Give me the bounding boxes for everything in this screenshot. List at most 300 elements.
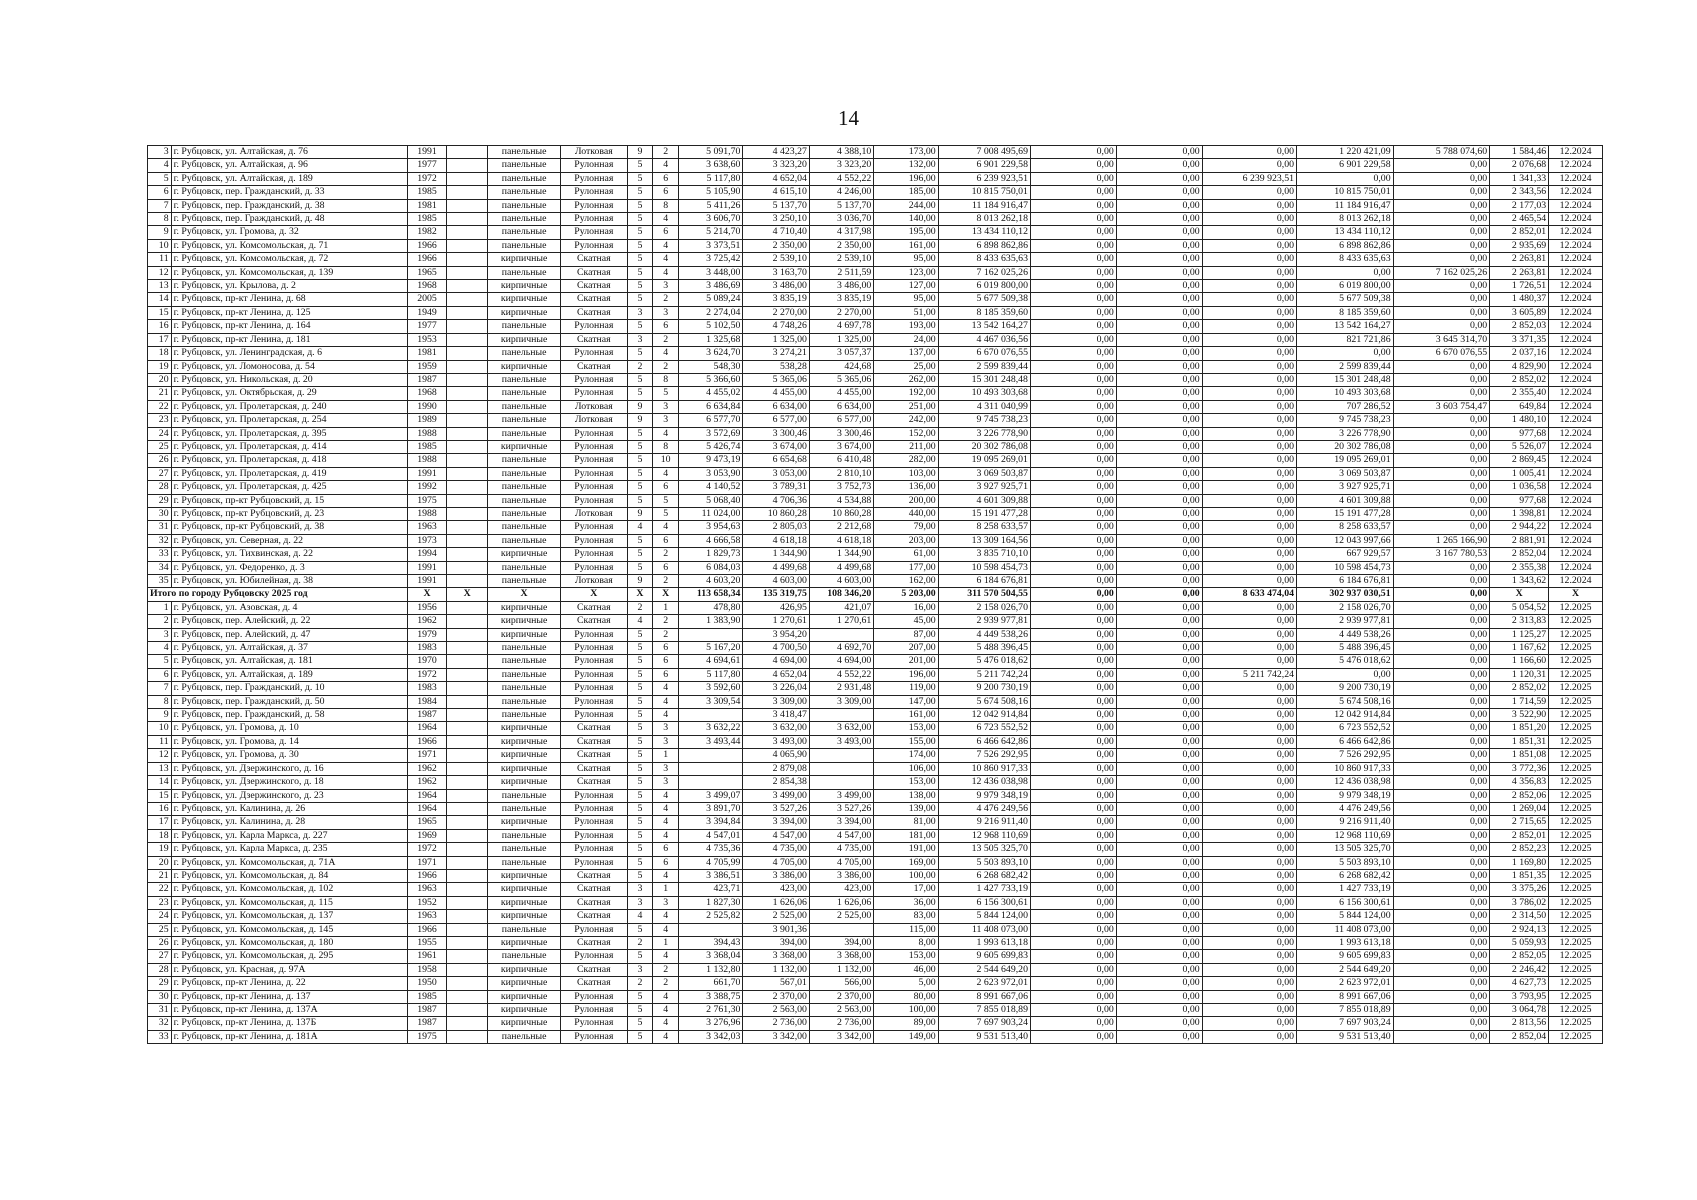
- table-cell: 12.2025: [1549, 722, 1603, 735]
- table-cell: 0,00: [1030, 199, 1116, 212]
- table-cell: 0,00: [1202, 1030, 1296, 1043]
- table-cell: 6: [653, 655, 679, 668]
- table-cell: [809, 749, 873, 762]
- table-cell: Скатная: [561, 360, 628, 373]
- table-cell: [447, 199, 488, 212]
- table-cell: 0,00: [1202, 534, 1296, 547]
- table-cell: 2 263,81: [1490, 253, 1549, 266]
- table-cell: 46,00: [874, 963, 938, 976]
- table-cell: 32: [148, 1017, 172, 1030]
- table-cell: 1 132,00: [743, 963, 810, 976]
- table-cell: г. Рубцовск, пер. Гражданский, д. 48: [171, 213, 407, 226]
- table-cell: 2 869,45: [1490, 454, 1549, 467]
- table-cell: [447, 159, 488, 172]
- table-cell: 0,00: [1393, 427, 1490, 440]
- table-cell: 1961: [407, 950, 447, 963]
- table-cell: 5: [627, 1030, 653, 1043]
- table-cell: [447, 454, 488, 467]
- table-cell: 0,00: [1116, 280, 1202, 293]
- table-cell: панельные: [488, 239, 561, 252]
- table-cell: 4 601 309,88: [938, 494, 1030, 507]
- table-cell: [447, 575, 488, 588]
- table-cell: [447, 695, 488, 708]
- table-cell: 0,00: [1030, 749, 1116, 762]
- table-cell: 4: [148, 642, 172, 655]
- table-cell: 0,00: [1030, 306, 1116, 319]
- table-cell: 3 418,47: [743, 709, 810, 722]
- table-cell: 0,00: [1116, 896, 1202, 909]
- table-cell: 0,00: [1202, 454, 1296, 467]
- table-cell: 7: [148, 199, 172, 212]
- table-cell: 21: [148, 387, 172, 400]
- table-cell: 12.2025: [1549, 762, 1603, 775]
- table-cell: 0,00: [1393, 910, 1490, 923]
- table-cell: г. Рубцовск, пр-кт Ленина, д. 68: [171, 293, 407, 306]
- table-cell: 3 632,00: [743, 722, 810, 735]
- table-cell: 1 120,31: [1490, 668, 1549, 681]
- table-cell: [447, 320, 488, 333]
- table-cell: 0,00: [1030, 843, 1116, 856]
- table-cell: кирпичные: [488, 1004, 561, 1017]
- table-cell: 0,00: [1116, 963, 1202, 976]
- table-cell: 0,00: [1202, 642, 1296, 655]
- table-cell: 153,00: [874, 950, 938, 963]
- table-cell: 20: [148, 856, 172, 869]
- table-cell: 5 105,90: [679, 186, 743, 199]
- table-cell: 13 542 164,27: [1297, 320, 1394, 333]
- table-cell: 0,00: [1202, 816, 1296, 829]
- table-cell: 0,00: [1393, 239, 1490, 252]
- table-cell: 1 851,20: [1490, 722, 1549, 735]
- table-cell: 0,00: [1030, 548, 1116, 561]
- table-cell: 12.2025: [1549, 695, 1603, 708]
- table-cell: 5 476 018,62: [1297, 655, 1394, 668]
- table-row: [148, 280, 1603, 293]
- table-cell: 2 313,83: [1490, 615, 1549, 628]
- table-row: [148, 440, 1603, 453]
- table-cell: 5: [627, 709, 653, 722]
- table-cell: 0,00: [1116, 977, 1202, 990]
- table-cell: 6: [653, 856, 679, 869]
- table-cell: 5: [627, 293, 653, 306]
- table-cell: 0,00: [1202, 762, 1296, 775]
- table-cell: 30: [148, 507, 172, 520]
- table-cell: 80,00: [874, 990, 938, 1003]
- table-row: [148, 293, 1603, 306]
- table-cell: 174,00: [874, 749, 938, 762]
- table-cell: 1981: [407, 347, 447, 360]
- table-cell: 0,00: [1202, 333, 1296, 346]
- table-cell: 0,00: [1116, 347, 1202, 360]
- table-row: [148, 521, 1603, 534]
- table-cell: 153,00: [874, 776, 938, 789]
- table-cell: 12 042 914,84: [938, 709, 1030, 722]
- table-cell: 5 526,07: [1490, 440, 1549, 453]
- table-cell: 1975: [407, 494, 447, 507]
- table-cell: 5 677 509,38: [938, 293, 1030, 306]
- table-cell: г. Рубцовск, пер. Гражданский, д. 58: [171, 709, 407, 722]
- table-cell: 5: [627, 642, 653, 655]
- table-cell: 1985: [407, 440, 447, 453]
- table-cell: г. Рубцовск, пр-кт Рубцовский, д. 38: [171, 521, 407, 534]
- table-cell: Рулонная: [561, 454, 628, 467]
- table-cell: 5: [627, 722, 653, 735]
- table-cell: 2 076,68: [1490, 159, 1549, 172]
- table-cell: 0,00: [1393, 776, 1490, 789]
- table-cell: г. Рубцовск, ул. Комсомольская, д. 71А: [171, 856, 407, 869]
- table-cell: 0,00: [1202, 977, 1296, 990]
- table-cell: 0,00: [1202, 910, 1296, 923]
- table-cell: 0,00: [1030, 856, 1116, 869]
- table-cell: 5 211 742,24: [938, 668, 1030, 681]
- table-row: [148, 977, 1603, 990]
- table-cell: 242,00: [874, 414, 938, 427]
- table-cell: 201,00: [874, 655, 938, 668]
- table-cell: 6: [653, 534, 679, 547]
- table-cell: кирпичные: [488, 615, 561, 628]
- table-cell: 136,00: [874, 481, 938, 494]
- table-cell: 4: [653, 829, 679, 842]
- table-row: [148, 199, 1603, 212]
- table-row: [148, 695, 1603, 708]
- table-cell: 12.2025: [1549, 923, 1603, 936]
- table-cell: 0,00: [1116, 910, 1202, 923]
- table-cell: 0,00: [1030, 293, 1116, 306]
- table-cell: г. Рубцовск, пр-кт Рубцовский, д. 15: [171, 494, 407, 507]
- table-cell: 3 632,22: [679, 722, 743, 735]
- table-cell: 5: [627, 843, 653, 856]
- register-table: [147, 145, 1603, 1044]
- table-cell: [447, 923, 488, 936]
- table-cell: 4: [653, 869, 679, 882]
- table-cell: 0,00: [1393, 1017, 1490, 1030]
- table-cell: Рулонная: [561, 320, 628, 333]
- table-cell: [447, 213, 488, 226]
- table-row: [148, 601, 1603, 614]
- table-cell: 1965: [407, 816, 447, 829]
- table-cell: Рулонная: [561, 467, 628, 480]
- table-cell: 0,00: [1393, 615, 1490, 628]
- table-cell: 0,00: [1202, 440, 1296, 453]
- table-cell: [447, 963, 488, 976]
- table-cell: кирпичные: [488, 869, 561, 882]
- table-cell: г. Рубцовск, ул. Пролетарская, д. 418: [171, 454, 407, 467]
- table-cell: 12.2025: [1549, 789, 1603, 802]
- table-cell: 10: [148, 239, 172, 252]
- table-cell: 6 670 076,55: [938, 347, 1030, 360]
- table-cell: 2 563,00: [809, 1004, 873, 1017]
- table-cell: 12.2025: [1549, 843, 1603, 856]
- table-cell: 1972: [407, 843, 447, 856]
- table-cell: [447, 253, 488, 266]
- table-cell: 0,00: [1116, 333, 1202, 346]
- table-cell: 0,00: [1116, 575, 1202, 588]
- table-cell: [447, 682, 488, 695]
- table-row: [148, 159, 1603, 172]
- table-cell: 4 476 249,56: [938, 802, 1030, 815]
- table-cell: кирпичные: [488, 360, 561, 373]
- table-row: [148, 668, 1603, 681]
- total-row: [148, 588, 1603, 601]
- table-cell: 0,00: [1030, 910, 1116, 923]
- table-cell: [447, 534, 488, 547]
- table-cell: [447, 1004, 488, 1017]
- table-cell: 0,00: [1030, 534, 1116, 547]
- table-cell: 0,00: [1116, 615, 1202, 628]
- table-cell: панельные: [488, 802, 561, 815]
- table-row: [148, 682, 1603, 695]
- table-cell: Рулонная: [561, 628, 628, 641]
- table-cell: 0,00: [1030, 333, 1116, 346]
- table-cell: [679, 923, 743, 936]
- table-cell: 0,00: [1393, 440, 1490, 453]
- table-cell: г. Рубцовск, ул. Федоренко, д. 3: [171, 561, 407, 574]
- table-cell: 1: [148, 601, 172, 614]
- table-cell: 0,00: [1202, 320, 1296, 333]
- table-cell: 11 408 073,00: [1297, 923, 1394, 936]
- table-cell: 13 309 164,56: [938, 534, 1030, 547]
- table-cell: 2: [653, 575, 679, 588]
- table-cell: 3 835,19: [743, 293, 810, 306]
- table-cell: 2 355,40: [1490, 387, 1549, 400]
- table-cell: 8 633 474,04: [1202, 588, 1296, 601]
- table-cell: Рулонная: [561, 521, 628, 534]
- table-cell: 0,00: [1393, 829, 1490, 842]
- table-cell: 3 373,51: [679, 239, 743, 252]
- table-row: [148, 963, 1603, 976]
- table-cell: 1988: [407, 507, 447, 520]
- table-row: [148, 628, 1603, 641]
- table-cell: 192,00: [874, 387, 938, 400]
- table-cell: 0,00: [1030, 588, 1116, 601]
- table-cell: 12.2024: [1549, 226, 1603, 239]
- table-cell: 0,00: [1202, 869, 1296, 882]
- table-cell: 1 993 613,18: [938, 936, 1030, 949]
- table-cell: 0,00: [1116, 668, 1202, 681]
- table-cell: 4: [653, 266, 679, 279]
- table-cell: [809, 776, 873, 789]
- table-cell: 0,00: [1202, 709, 1296, 722]
- table-cell: 5: [627, 789, 653, 802]
- table-cell: 0,00: [1202, 735, 1296, 748]
- table-cell: 0,00: [1202, 414, 1296, 427]
- table-cell: г. Рубцовск, ул. Пролетарская, д. 240: [171, 400, 407, 413]
- table-cell: 5 844 124,00: [1297, 910, 1394, 923]
- table-cell: 0,00: [1116, 802, 1202, 815]
- table-cell: 2 350,00: [809, 239, 873, 252]
- table-cell: 2 879,08: [743, 762, 810, 775]
- table-cell: 4 735,36: [679, 843, 743, 856]
- page-number: 14: [838, 106, 859, 130]
- table-cell: 4 547,00: [809, 829, 873, 842]
- table-cell: 0,00: [1202, 963, 1296, 976]
- table-cell: г. Рубцовск, ул. Комсомольская, д. 84: [171, 869, 407, 882]
- table-cell: 4 603,00: [743, 575, 810, 588]
- table-cell: 0,00: [1393, 481, 1490, 494]
- table-cell: 12.2024: [1549, 186, 1603, 199]
- table-cell: панельные: [488, 575, 561, 588]
- table-cell: 0,00: [1202, 601, 1296, 614]
- table-cell: 0,00: [1297, 347, 1394, 360]
- table-cell: 1953: [407, 333, 447, 346]
- table-row: [148, 400, 1603, 413]
- table-cell: 4: [653, 695, 679, 708]
- table-cell: 4 534,88: [809, 494, 873, 507]
- table-cell: 3 835 710,10: [938, 548, 1030, 561]
- table-cell: [447, 481, 488, 494]
- table-cell: 12: [148, 749, 172, 762]
- table-cell: кирпичные: [488, 280, 561, 293]
- table-cell: 12.2025: [1549, 816, 1603, 829]
- table-cell: 0,00: [1202, 789, 1296, 802]
- table-cell: кирпичные: [488, 749, 561, 762]
- table-cell: [447, 722, 488, 735]
- table-cell: 3 388,75: [679, 990, 743, 1003]
- table-cell: 6 268 682,42: [1297, 869, 1394, 882]
- table-cell: 1971: [407, 856, 447, 869]
- table-cell: Лотковая: [561, 575, 628, 588]
- table-cell: 440,00: [874, 507, 938, 520]
- table-cell: 12 436 038,98: [938, 776, 1030, 789]
- table-cell: Рулонная: [561, 843, 628, 856]
- table-cell: 0,00: [1393, 990, 1490, 1003]
- table-cell: 3 386,00: [809, 869, 873, 882]
- table-cell: 394,00: [743, 936, 810, 949]
- table-cell: г. Рубцовск, ул. Громова, д. 14: [171, 735, 407, 748]
- table-cell: 0,00: [1116, 695, 1202, 708]
- table-cell: 1991: [407, 575, 447, 588]
- table-cell: 6: [148, 186, 172, 199]
- table-cell: 8: [653, 440, 679, 453]
- table-cell: 1: [653, 883, 679, 896]
- table-cell: 1950: [407, 977, 447, 990]
- table-cell: 0,00: [1393, 575, 1490, 588]
- table-cell: 2: [627, 360, 653, 373]
- table-cell: Рулонная: [561, 1004, 628, 1017]
- table-row: [148, 950, 1603, 963]
- table-cell: г. Рубцовск, пер. Гражданский, д. 38: [171, 199, 407, 212]
- table-cell: 13 434 110,12: [1297, 226, 1394, 239]
- table-cell: 2 525,82: [679, 910, 743, 923]
- table-cell: 115,00: [874, 923, 938, 936]
- table-cell: 6: [653, 843, 679, 856]
- table-cell: Скатная: [561, 776, 628, 789]
- table-cell: панельные: [488, 950, 561, 963]
- table-cell: 5: [627, 280, 653, 293]
- table-cell: 0,00: [1116, 467, 1202, 480]
- table-cell: г. Рубцовск, пр-кт Ленина, д. 164: [171, 320, 407, 333]
- table-cell: 2 544 649,20: [1297, 963, 1394, 976]
- table-row: [148, 990, 1603, 1003]
- table-cell: 1949: [407, 306, 447, 319]
- table-cell: 147,00: [874, 695, 938, 708]
- table-cell: 6: [653, 172, 679, 185]
- table-cell: 0,00: [1116, 266, 1202, 279]
- table-cell: [447, 373, 488, 386]
- table-cell: 0,00: [1116, 213, 1202, 226]
- table-cell: 15: [148, 789, 172, 802]
- table-cell: 11 024,00: [679, 507, 743, 520]
- table-cell: 4 449 538,26: [1297, 628, 1394, 641]
- table-cell: 2 544 649,20: [938, 963, 1030, 976]
- table-cell: [447, 494, 488, 507]
- table-cell: 5: [653, 507, 679, 520]
- table-cell: панельные: [488, 561, 561, 574]
- table-cell: 1 427 733,19: [938, 883, 1030, 896]
- table-cell: 6 670 076,55: [1393, 347, 1490, 360]
- table-cell: [447, 414, 488, 427]
- table-cell: 2 924,13: [1490, 923, 1549, 936]
- table-cell: 191,00: [874, 843, 938, 856]
- table-cell: 9 605 699,83: [1297, 950, 1394, 963]
- table-cell: 0,00: [1202, 695, 1296, 708]
- table-cell: 0,00: [1116, 762, 1202, 775]
- table-cell: 1952: [407, 896, 447, 909]
- table-cell: 2: [627, 936, 653, 949]
- table-cell: 7 008 495,69: [938, 146, 1030, 159]
- table-cell: [447, 856, 488, 869]
- table-cell: 1964: [407, 789, 447, 802]
- table-cell: 0,00: [1202, 883, 1296, 896]
- table-cell: 9 979 348,19: [1297, 789, 1394, 802]
- table-cell: г. Рубцовск, пр-кт Ленина, д. 22: [171, 977, 407, 990]
- table-cell: 0,00: [1202, 427, 1296, 440]
- table-cell: 12.2025: [1549, 990, 1603, 1003]
- table-cell: 3 274,21: [743, 347, 810, 360]
- table-cell: 0,00: [1030, 494, 1116, 507]
- table-cell: 9 531 513,40: [1297, 1030, 1394, 1043]
- table-cell: 12: [148, 266, 172, 279]
- table-cell: 4 694,00: [809, 655, 873, 668]
- table-cell: 0,00: [1202, 776, 1296, 789]
- table-cell: 31: [148, 521, 172, 534]
- table-cell: панельные: [488, 373, 561, 386]
- table-row: [148, 910, 1603, 923]
- table-cell: 661,70: [679, 977, 743, 990]
- table-cell: 9: [148, 226, 172, 239]
- table-cell: 5: [627, 494, 653, 507]
- register-table-container: [147, 145, 1603, 1044]
- table-cell: панельные: [488, 186, 561, 199]
- table-cell: г. Рубцовск, ул. Карла Маркса, д. 227: [171, 829, 407, 842]
- table-cell: [679, 709, 743, 722]
- table-cell: 2 852,05: [1490, 950, 1549, 963]
- table-cell: 3 226 778,90: [938, 427, 1030, 440]
- table-cell: г. Рубцовск, ул. Пролетарская, д. 419: [171, 467, 407, 480]
- table-cell: 8 991 667,06: [1297, 990, 1394, 1003]
- table-cell: 3 624,70: [679, 347, 743, 360]
- table-cell: 1 344,90: [809, 548, 873, 561]
- table-cell: 0,00: [1030, 829, 1116, 842]
- table-cell: 15 301 248,48: [1297, 373, 1394, 386]
- table-row: [148, 923, 1603, 936]
- table-cell: 1983: [407, 682, 447, 695]
- table-cell: 0,00: [1030, 360, 1116, 373]
- table-cell: 0,00: [1393, 977, 1490, 990]
- table-cell: [447, 883, 488, 896]
- table-cell: 8 185 359,60: [1297, 306, 1394, 319]
- table-cell: г. Рубцовск, ул. Алтайская, д. 96: [171, 159, 407, 172]
- table-cell: 1 383,90: [679, 615, 743, 628]
- table-cell: [447, 347, 488, 360]
- table-cell: 3 309,00: [743, 695, 810, 708]
- table-cell: 13 542 164,27: [938, 320, 1030, 333]
- table-cell: 196,00: [874, 172, 938, 185]
- table-cell: 1966: [407, 869, 447, 882]
- table-cell: 1969: [407, 829, 447, 842]
- table-cell: панельные: [488, 534, 561, 547]
- table-cell: 4 603,00: [809, 575, 873, 588]
